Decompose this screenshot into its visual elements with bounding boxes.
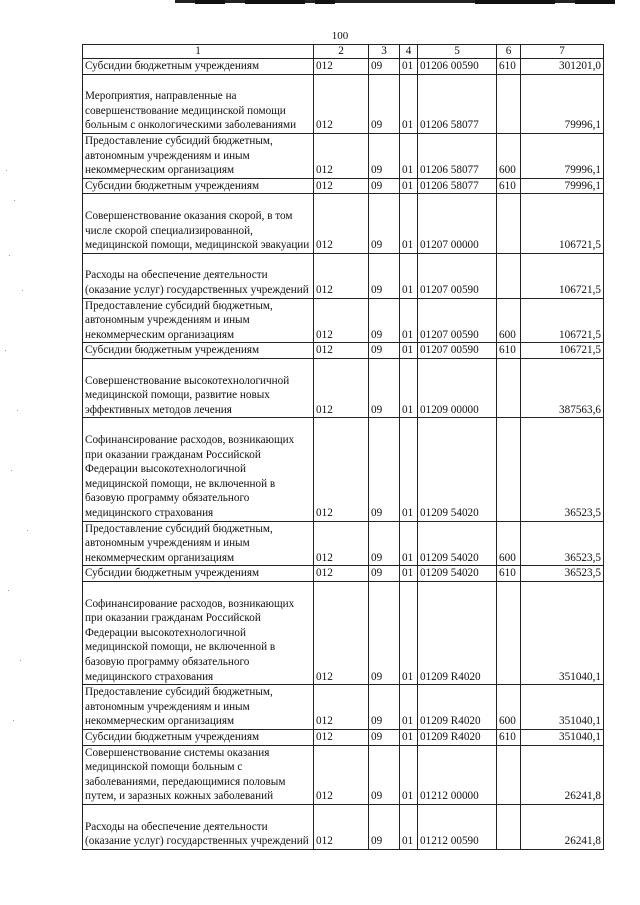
- row-section: 09: [369, 685, 400, 730]
- row-target-article: 01209 00000: [418, 358, 497, 417]
- table-row: [83, 418, 604, 521]
- row-subsection: 01: [400, 253, 418, 298]
- row-section: 09: [369, 194, 400, 253]
- row-grbs: 012: [314, 133, 369, 178]
- header-col-1: 1: [83, 45, 314, 59]
- row-subsection: 01: [400, 343, 418, 359]
- row-amount: 36523,5: [521, 418, 604, 521]
- row-grbs: 012: [314, 685, 369, 730]
- header-col-4: 4: [400, 45, 418, 59]
- row-target-article: 01207 00590: [418, 343, 497, 359]
- header-col-7: 7: [521, 45, 604, 59]
- table-row: [83, 74, 604, 133]
- row-section: 09: [369, 581, 400, 684]
- row-section: 09: [369, 566, 400, 582]
- row-amount: 301201,0: [521, 59, 604, 75]
- row-target-article: 01212 00590: [418, 804, 497, 849]
- row-target-article: 01207 00000: [418, 194, 497, 253]
- row-target-article: 01209 R4020: [418, 685, 497, 730]
- row-expense-type: [497, 418, 521, 521]
- row-target-article: 01206 58077: [418, 133, 497, 178]
- row-grbs: 012: [314, 74, 369, 133]
- row-amount: 106721,5: [521, 253, 604, 298]
- header-col-6: 6: [497, 45, 521, 59]
- row-subsection: 01: [400, 298, 418, 343]
- row-subsection: 01: [400, 358, 418, 417]
- row-amount: 106721,5: [521, 194, 604, 253]
- row-subsection: 01: [400, 729, 418, 745]
- row-amount: 387563,6: [521, 358, 604, 417]
- header-row: [83, 45, 604, 59]
- row-target-article: 01209 54020: [418, 566, 497, 582]
- row-expense-type: [497, 74, 521, 133]
- header-col-3: 3: [369, 45, 400, 59]
- row-target-article: 01206 00590: [418, 59, 497, 75]
- row-name: Расходы на обеспечение деятельности (оказание услуг) государственных учреждений: [83, 253, 314, 298]
- row-amount: 351040,1: [521, 685, 604, 730]
- row-name: Софинансирование расходов, возникающих при оказании гражданам Российской Федерации высокотехнологичной медицинской помощи, не включенной в базовую программу обязательного медицинского страхования: [83, 581, 314, 684]
- table-row: [83, 521, 604, 566]
- row-amount: 79996,1: [521, 178, 604, 194]
- row-expense-type: 600: [497, 133, 521, 178]
- header-col-2: 2: [314, 45, 369, 59]
- row-amount: 106721,5: [521, 343, 604, 359]
- row-grbs: 012: [314, 566, 369, 582]
- row-section: 09: [369, 804, 400, 849]
- row-grbs: 012: [314, 804, 369, 849]
- row-grbs: 012: [314, 418, 369, 521]
- table-row: [83, 343, 604, 359]
- row-amount: 79996,1: [521, 74, 604, 133]
- row-subsection: 01: [400, 745, 418, 804]
- row-subsection: 01: [400, 685, 418, 730]
- table-row: [83, 729, 604, 745]
- table-row: [83, 685, 604, 730]
- page-number: 100: [331, 30, 349, 42]
- row-target-article: 01207 00590: [418, 298, 497, 343]
- row-subsection: 01: [400, 59, 418, 75]
- row-target-article: 01206 58077: [418, 178, 497, 194]
- table-row: [83, 566, 604, 582]
- row-name: Предоставление субсидий бюджетным, автономным учреждениям и иным некоммерческим организациям: [83, 133, 314, 178]
- row-grbs: 012: [314, 521, 369, 566]
- row-grbs: 012: [314, 178, 369, 194]
- row-subsection: 01: [400, 566, 418, 582]
- row-name: Предоставление субсидий бюджетным, автономным учреждениям и иным некоммерческим организациям: [83, 521, 314, 566]
- row-target-article: 01206 58077: [418, 74, 497, 133]
- scan-noise: [2, 160, 52, 740]
- row-section: 09: [369, 358, 400, 417]
- row-target-article: 01209 R4020: [418, 729, 497, 745]
- row-grbs: 012: [314, 729, 369, 745]
- row-grbs: 012: [314, 745, 369, 804]
- table-row: [83, 178, 604, 194]
- row-expense-type: 610: [497, 178, 521, 194]
- row-section: 09: [369, 253, 400, 298]
- table-row: [83, 745, 604, 804]
- row-expense-type: 610: [497, 343, 521, 359]
- row-subsection: 01: [400, 521, 418, 566]
- row-name: Субсидии бюджетным учреждениям: [83, 343, 314, 359]
- row-expense-type: 610: [497, 729, 521, 745]
- row-amount: 351040,1: [521, 581, 604, 684]
- row-grbs: 012: [314, 343, 369, 359]
- row-section: 09: [369, 59, 400, 75]
- row-expense-type: [497, 581, 521, 684]
- row-grbs: 012: [314, 194, 369, 253]
- row-expense-type: [497, 358, 521, 417]
- row-grbs: 012: [314, 581, 369, 684]
- row-grbs: 012: [314, 298, 369, 343]
- table-row: [83, 804, 604, 849]
- row-section: 09: [369, 729, 400, 745]
- header-col-5: 5: [418, 45, 497, 59]
- row-subsection: 01: [400, 133, 418, 178]
- row-name: Предоставление субсидий бюджетным, автономным учреждениям и иным некоммерческим организациям: [83, 685, 314, 730]
- row-name: Субсидии бюджетным учреждениям: [83, 566, 314, 582]
- row-name: Мероприятия, направленные на совершенствование медицинской помощи больным с онкологическими заболеваниями: [83, 74, 314, 133]
- row-name: Расходы на обеспечение деятельности (оказание услуг) государственных учреждений: [83, 804, 314, 849]
- row-amount: 351040,1: [521, 729, 604, 745]
- row-section: 09: [369, 418, 400, 521]
- table-row: [83, 133, 604, 178]
- row-subsection: 01: [400, 418, 418, 521]
- row-subsection: 01: [400, 194, 418, 253]
- row-expense-type: 600: [497, 298, 521, 343]
- row-amount: 26241,8: [521, 804, 604, 849]
- row-grbs: 012: [314, 253, 369, 298]
- row-amount: 26241,8: [521, 745, 604, 804]
- row-target-article: 01209 54020: [418, 418, 497, 521]
- table-row: [83, 358, 604, 417]
- row-amount: 36523,5: [521, 566, 604, 582]
- row-subsection: 01: [400, 74, 418, 133]
- row-section: 09: [369, 74, 400, 133]
- row-name: Совершенствование системы оказания медицинской помощи больным с заболеваниями, передающимися половым путем, и заразных кожных заболеваний: [83, 745, 314, 804]
- row-expense-type: [497, 804, 521, 849]
- row-subsection: 01: [400, 804, 418, 849]
- row-name: Софинансирование расходов, возникающих при оказании гражданам Российской Федерации высокотехнологичной медицинской помощи, не включенной в базовую программу обязательного медицинского страхования: [83, 418, 314, 521]
- row-expense-type: 610: [497, 59, 521, 75]
- row-section: 09: [369, 521, 400, 566]
- row-name: Предоставление субсидий бюджетным, автономным учреждениям и иным некоммерческим организациям: [83, 298, 314, 343]
- row-name: Совершенствование оказания скорой, в том числе скорой специализированной, медицинской помощи, медицинской эвакуации: [83, 194, 314, 253]
- budget-table: [82, 44, 604, 850]
- row-amount: 36523,5: [521, 521, 604, 566]
- row-target-article: 01207 00590: [418, 253, 497, 298]
- row-grbs: 012: [314, 358, 369, 417]
- row-expense-type: [497, 253, 521, 298]
- row-expense-type: 600: [497, 521, 521, 566]
- row-subsection: 01: [400, 178, 418, 194]
- row-section: 09: [369, 745, 400, 804]
- row-grbs: 012: [314, 59, 369, 75]
- row-amount: 106721,5: [521, 298, 604, 343]
- row-name: Субсидии бюджетным учреждениям: [83, 178, 314, 194]
- row-name: Субсидии бюджетным учреждениям: [83, 59, 314, 75]
- row-section: 09: [369, 178, 400, 194]
- row-name: Субсидии бюджетным учреждениям: [83, 729, 314, 745]
- row-amount: 79996,1: [521, 133, 604, 178]
- row-expense-type: 600: [497, 685, 521, 730]
- row-section: 09: [369, 298, 400, 343]
- table-row: [83, 59, 604, 75]
- row-target-article: 01209 R4020: [418, 581, 497, 684]
- row-target-article: 01212 00000: [418, 745, 497, 804]
- top-scan-rule: [175, 0, 615, 3]
- row-target-article: 01209 54020: [418, 521, 497, 566]
- row-section: 09: [369, 343, 400, 359]
- row-subsection: 01: [400, 581, 418, 684]
- row-expense-type: 610: [497, 566, 521, 582]
- table-row: [83, 253, 604, 298]
- row-section: 09: [369, 133, 400, 178]
- table-row: [83, 194, 604, 253]
- row-expense-type: [497, 194, 521, 253]
- row-name: Совершенствование высокотехнологичной медицинской помощи, развитие новых эффективных методов лечения: [83, 358, 314, 417]
- table-row: [83, 298, 604, 343]
- table-row: [83, 581, 604, 684]
- row-expense-type: [497, 745, 521, 804]
